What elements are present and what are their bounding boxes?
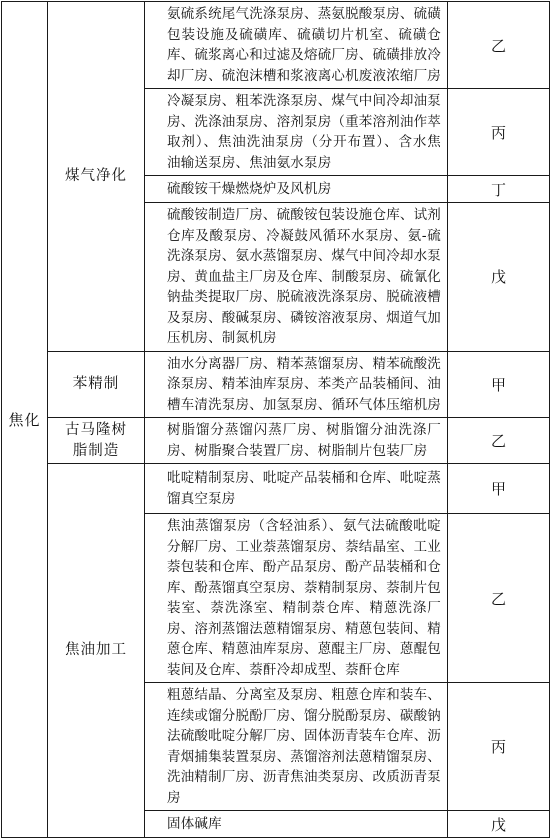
- row-description: 树脂馏分蒸馏闪蒸厂房、树脂馏分油洗涤厂房、树脂聚合装置厂房、树脂制片包装厂房: [145, 418, 448, 464]
- row-class: 乙: [448, 514, 550, 683]
- row-description: 焦油蒸馏泵房（含轻油系）、氨气法硫酸吡啶分解厂房、工业萘蒸馏泵房、萘结晶室、工业萘包装和仓库、酚产品泵房、酚产品装桶和仓库、酚蒸馏真空泵房、萘精制泵房、萘制片包装室、萘洗涤室、精制萘仓库、精蒽洗涤厂房、溶剂蒸馏法蒽精馏泵房、精蒽包装间、精蒽仓库、精蒽油库泵房、蒽醌主厂房、蒽醌包装间及仓库、萘酐冷却成型、萘酐仓库: [145, 514, 448, 683]
- row-description: 硫酸铵干燥燃烧炉及风机房: [145, 176, 448, 203]
- row-class: 甲: [448, 464, 550, 514]
- row-class: 丁: [448, 176, 550, 203]
- row-description: 固体碱库: [145, 811, 448, 838]
- row-class: 戊: [448, 203, 550, 352]
- row-class: 戊: [448, 811, 550, 838]
- row-class: 甲: [448, 351, 550, 418]
- row-description: 油水分离器厂房、精苯蒸馏泵房、精苯硫酸洗涤泵房、精苯油库泵房、苯类产品装桶间、油槽车清洗泵房、加氢泵房、循环气体压缩机房: [145, 351, 448, 418]
- row-description: 氨硫系统尾气洗涤泵房、蒸氨脱酸泵房、硫磺包装设施及硫磺库、硫磺切片机室、硫磺仓库、硫浆离心和过滤及熔硫厂房、硫磺排放冷却厂房、硫泡沫槽和浆液离心机废液浓缩厂房: [145, 2, 448, 89]
- row-class: 丙: [448, 89, 550, 176]
- row-class: 丙: [448, 683, 550, 811]
- row-description: 冷凝泵房、粗苯洗涤泵房、煤气中间冷却油泵房、洗涤油泵房、溶剂泵房（重苯溶剂油作萃取剂）、焦油洗油泵房（分开布置）、含水焦油输送泵房、焦油氨水泵房: [145, 89, 448, 176]
- row-class: 乙: [448, 418, 550, 464]
- row-description: 吡啶精制泵房、吡啶产品装桶和仓库、吡啶蒸馏真空泵房: [145, 464, 448, 514]
- category-label: 焦化: [2, 2, 48, 838]
- classification-table: [1, 1, 550, 838]
- row-description: 粗蒽结晶、分离室及泵房、粗蒽仓库和装车、连续或馏分脱酚厂房、馏分脱酚泵房、碳酸钠法硫酸吡啶分解厂房、固体沥青装车仓库、沥青烟捕集装置泵房、蒸馏溶剂法蒽精馏泵房、洗油精制厂房、沥青焦油类泵房、改质沥青泵房: [145, 683, 448, 811]
- row-class: 乙: [448, 2, 550, 89]
- group-label: 苯精制: [48, 351, 145, 418]
- row-description: 硫酸铵制造厂房、硫酸铵包装设施仓库、试剂仓库及酸泵房、冷凝鼓风循环水泵房、氨-硫洗涤泵房、氨水蒸馏泵房、煤气中间冷却水泵房、黄血盐主厂房及仓库、制酸泵房、硫氰化钠盐类提取厂房、脱硫液洗涤泵房、脱硫液槽及泵房、酸碱泵房、磷铵溶液泵房、烟道气加压机房、制氮机房: [145, 203, 448, 352]
- group-label: 古马隆树脂制造: [48, 418, 145, 464]
- group-label: 焦油加工: [48, 464, 145, 838]
- group-label: 煤气净化: [48, 2, 145, 352]
